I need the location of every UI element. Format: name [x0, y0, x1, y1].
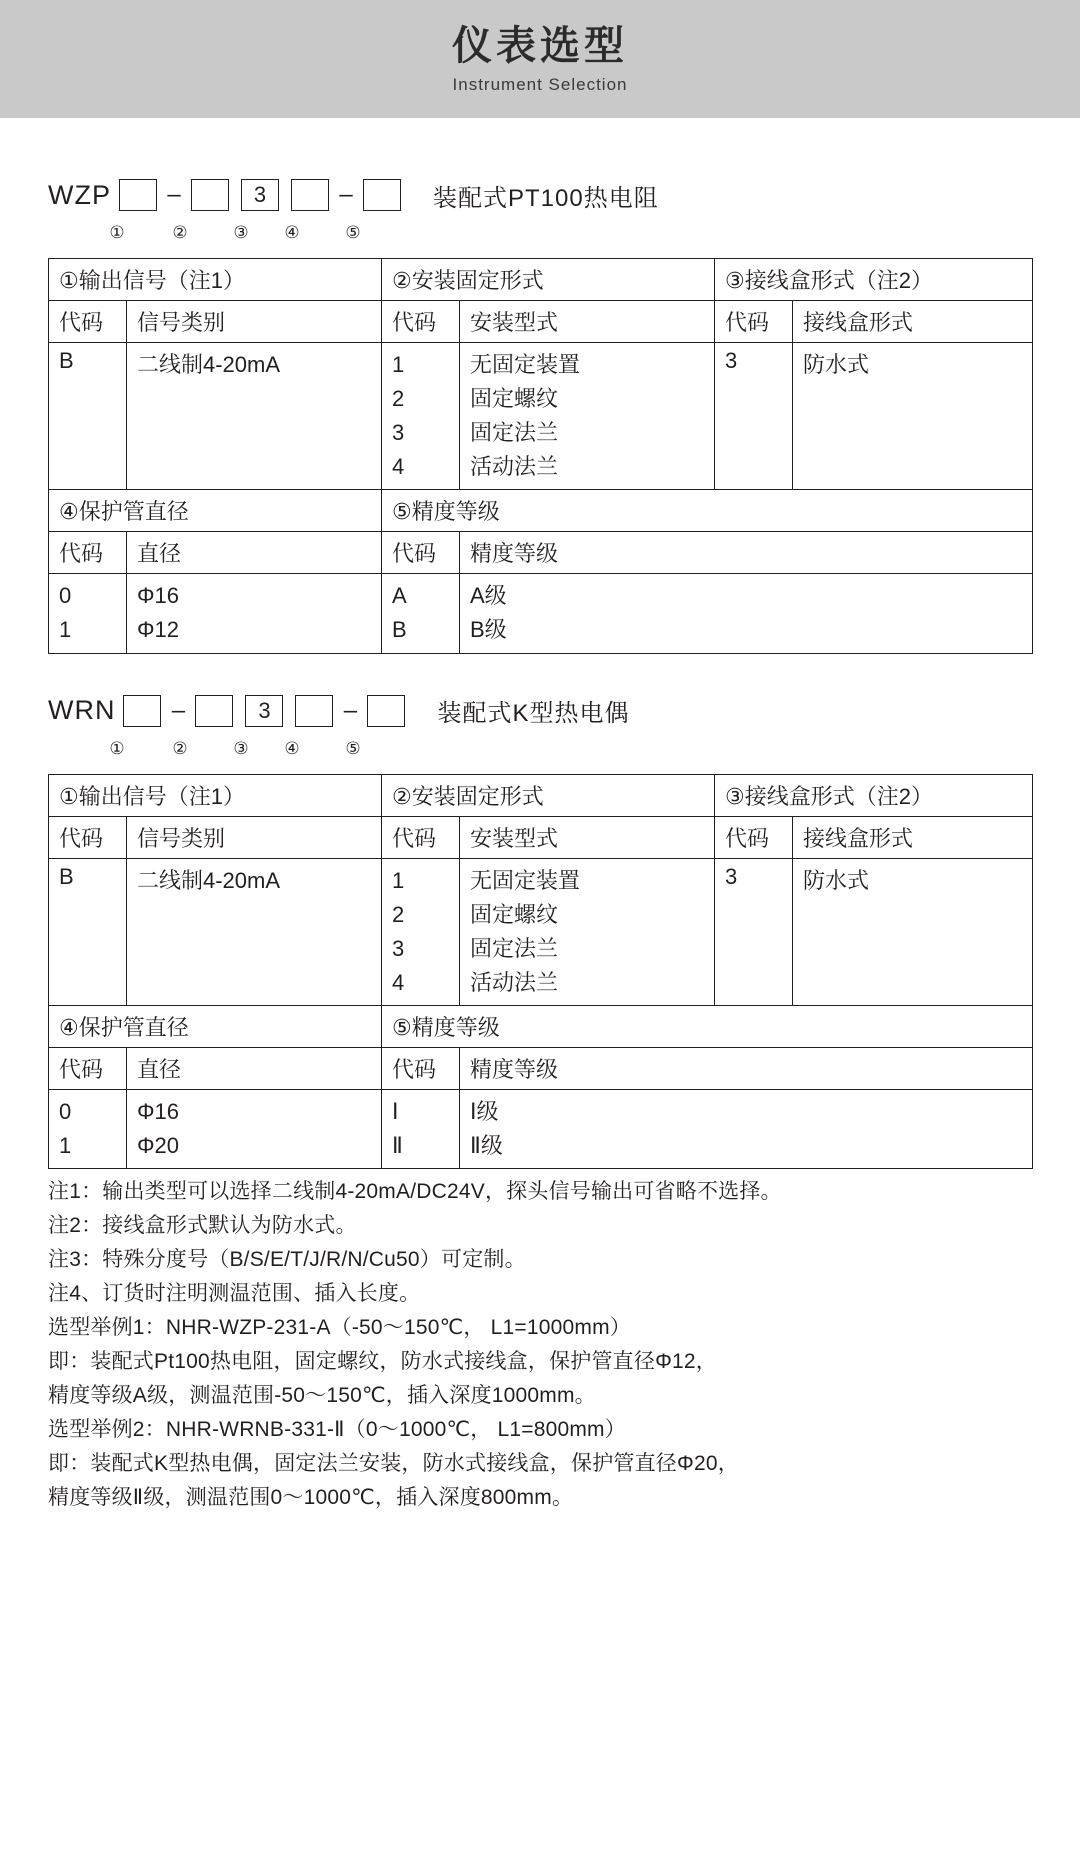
signal-value-2: 二线制4-20mA — [127, 858, 382, 1005]
marker-1: ① — [109, 223, 125, 242]
page-subtitle: Instrument Selection — [452, 75, 628, 94]
table-row-values-top — [49, 343, 1033, 490]
accuracy-value-2: B级 — [470, 617, 507, 643]
diameter-codes — [49, 574, 127, 653]
note-line: 注2：接线盒形式默认为防水式。 — [48, 1214, 357, 1238]
code-dash-1-2: – — [171, 696, 186, 724]
marker-3: ③ — [233, 223, 249, 242]
note-line: 即：装配式Pt100热电阻，固定螺纹，防水式接线盒，保护管直径Φ12， — [48, 1350, 717, 1374]
note-line: 即：装配式K型热电偶，固定法兰安装，防水式接线盒，保护管直径Φ20， — [48, 1452, 739, 1476]
header-box-type: 接线盒形式 — [793, 301, 1033, 343]
header-accuracy: 精度等级 — [460, 532, 1033, 574]
marker-4-2: ④ — [284, 738, 300, 758]
model-description: 装配式PT100热电阻 — [433, 184, 659, 212]
accuracy-value-1-2: Ⅰ级 — [470, 1098, 499, 1124]
accuracy-values — [460, 574, 1033, 653]
header-code-1-2: 代码 — [49, 816, 127, 858]
marker-2: ② — [172, 223, 188, 242]
table-row-headers-bottom — [49, 532, 1033, 574]
mount-code-4-2: 4 — [392, 969, 405, 995]
header-code-3: 代码 — [715, 301, 793, 343]
table-row-groups-top — [49, 259, 1033, 301]
table-row-values-top-2 — [49, 858, 1033, 1005]
note-line: 精度等级Ⅱ级，测温范围0～1000℃，插入深度800mm。 — [48, 1486, 574, 1510]
page-title: 仪表选型 — [452, 24, 628, 68]
header-diameter: 直径 — [127, 532, 382, 574]
model-prefix: WZP — [48, 179, 111, 210]
header-diameter-2: 直径 — [127, 1047, 382, 1089]
header-code-1: 代码 — [49, 301, 127, 343]
note-line: 选型举例1：NHR-WZP-231-A（-50～150℃， L1=1000mm） — [48, 1316, 631, 1340]
marker-2-2: ② — [172, 738, 188, 758]
mount-value-1: 无固定装置 — [470, 352, 581, 377]
model-prefix-2: WRN — [48, 695, 116, 726]
diameter-values — [127, 574, 382, 653]
model-code-row-wrn — [48, 688, 1032, 734]
note-line: 注1：输出类型可以选择二线制4-20mA/DC24V，探头信号输出可省略不选择。 — [48, 1180, 782, 1204]
table-row-groups-bottom-2 — [49, 1005, 1033, 1047]
table-row-headers-bottom-2 — [49, 1047, 1033, 1089]
signal-value: 二线制4-20mA — [127, 343, 382, 490]
diameter-codes-2 — [49, 1089, 127, 1168]
group-accuracy-2: ⑤精度等级 — [382, 1005, 1033, 1047]
group-mounting: ②安装固定形式 — [382, 259, 715, 301]
diameter-code-1-2: 0 — [59, 1098, 72, 1124]
mount-value-3-2: 固定法兰 — [470, 935, 559, 961]
note-line: 选型举例2：NHR-WRNB-331-Ⅱ（0～1000℃， L1=800mm） — [48, 1418, 626, 1442]
header-code-4-2: 代码 — [49, 1047, 127, 1089]
mount-code-3-2: 3 — [392, 935, 405, 961]
marker-3-2: ③ — [233, 738, 249, 758]
code-dash-2-2: – — [343, 696, 358, 724]
accuracy-code-2: B — [392, 617, 407, 643]
code-box-1-2[interactable] — [123, 695, 161, 727]
accuracy-values-2 — [460, 1089, 1033, 1168]
mount-code-3: 3 — [392, 420, 405, 446]
group-mounting-2: ②安装固定形式 — [382, 774, 715, 816]
mount-value-1-2: 无固定装置 — [470, 867, 581, 893]
header-code-3-2: 代码 — [715, 816, 793, 858]
group-output-signal: ①输出信号（注1） — [49, 259, 382, 301]
table-row-values-bottom — [49, 574, 1033, 653]
junction-value-2: 防水式 — [793, 858, 1033, 1005]
header-signal-type-2: 信号类别 — [127, 816, 382, 858]
mount-code-2: 2 — [392, 386, 405, 412]
mount-value-4-2: 活动法兰 — [470, 969, 559, 995]
group-protect-diameter: ④保护管直径 — [49, 490, 382, 532]
marker-row-wrn — [48, 734, 1032, 764]
note-line: 精度等级A级，测温范围-50～150℃，插入深度1000mm。 — [48, 1384, 596, 1408]
junction-value: 防水式 — [793, 343, 1033, 490]
diameter-value-2: Φ12 — [137, 617, 180, 643]
table-row-values-bottom-2 — [49, 1089, 1033, 1168]
code-box-2-2[interactable] — [195, 695, 233, 727]
table-row-groups-top-2 — [49, 774, 1033, 816]
mount-value-2-2: 固定螺纹 — [470, 901, 559, 927]
marker-5-2: ⑤ — [345, 738, 361, 758]
signal-code: B — [49, 343, 127, 490]
accuracy-value-2-2: Ⅱ级 — [470, 1133, 503, 1159]
accuracy-value-1: A级 — [470, 583, 507, 609]
mount-value-4: 活动法兰 — [470, 454, 559, 480]
accuracy-code-2-2: Ⅱ — [392, 1133, 403, 1159]
group-output-signal-2: ①输出信号（注1） — [49, 774, 382, 816]
marker-4: ④ — [284, 223, 300, 242]
code-box-4-2[interactable] — [295, 695, 333, 727]
mount-code-1: 1 — [392, 352, 405, 377]
table-row-groups-bottom — [49, 490, 1033, 532]
page-header — [0, 0, 1080, 118]
selection-table-wrn — [48, 774, 1033, 1170]
header-signal-type: 信号类别 — [127, 301, 382, 343]
header-mount-type: 安装型式 — [460, 301, 715, 343]
header-code-4: 代码 — [49, 532, 127, 574]
header-code-2: 代码 — [382, 301, 460, 343]
content-area — [0, 118, 1080, 1535]
header-code-5-2: 代码 — [382, 1047, 460, 1089]
notes-section — [48, 1175, 1032, 1515]
diameter-code-2-2: 1 — [59, 1133, 72, 1159]
mount-code-2-2: 2 — [392, 901, 405, 927]
diameter-value-1: Φ16 — [137, 583, 180, 609]
code-box-4[interactable] — [291, 179, 329, 211]
diameter-values-2 — [127, 1089, 382, 1168]
selection-block-wrn — [48, 688, 1032, 1170]
group-protect-diameter-2: ④保护管直径 — [49, 1005, 382, 1047]
mount-value-2: 固定螺纹 — [470, 386, 559, 412]
marker-row-wzp — [48, 218, 1032, 248]
code-dash-1: – — [167, 181, 181, 208]
code-box-5[interactable] — [363, 179, 401, 211]
mount-codes — [382, 343, 460, 490]
accuracy-code-1-2: Ⅰ — [392, 1098, 399, 1124]
group-junction-box: ③接线盒形式（注2） — [715, 259, 1033, 301]
selection-table-wzp — [48, 258, 1033, 654]
diameter-value-2-2: Φ20 — [137, 1133, 180, 1159]
mount-codes-2 — [382, 858, 460, 1005]
model-description-2: 装配式K型热电偶 — [437, 700, 630, 728]
header-accuracy-2: 精度等级 — [460, 1047, 1033, 1089]
diameter-code-2: 1 — [59, 617, 72, 643]
diameter-code-1: 0 — [59, 583, 72, 609]
group-accuracy: ⑤精度等级 — [382, 490, 1033, 532]
note-line: 注3：特殊分度号（B/S/E/T/J/R/N/Cu50）可定制。 — [48, 1248, 526, 1272]
mount-code-4: 4 — [392, 454, 405, 480]
note-line: 注4、订货时注明测温范围、插入长度。 — [48, 1282, 421, 1306]
marker-5: ⑤ — [345, 223, 361, 242]
header-code-5: 代码 — [382, 532, 460, 574]
accuracy-codes — [382, 574, 460, 653]
code-box-2[interactable] — [191, 179, 229, 211]
header-mount-type-2: 安装型式 — [460, 816, 715, 858]
group-junction-box-2: ③接线盒形式（注2） — [715, 774, 1033, 816]
model-code-row-wzp — [48, 172, 1032, 218]
table-row-headers-top — [49, 301, 1033, 343]
header-code-2-2: 代码 — [382, 816, 460, 858]
marker-1-2: ① — [109, 738, 125, 758]
header-box-type-2: 接线盒形式 — [793, 816, 1033, 858]
code-box-3-2[interactable]: 3 — [245, 695, 283, 727]
accuracy-code-1: A — [392, 583, 407, 609]
code-box-1[interactable] — [119, 179, 157, 211]
code-dash-2: – — [339, 181, 353, 208]
table-row-headers-top-2 — [49, 816, 1033, 858]
mount-values-2 — [460, 858, 715, 1005]
junction-code: 3 — [715, 343, 793, 490]
mount-values — [460, 343, 715, 490]
mount-value-3: 固定法兰 — [470, 420, 559, 446]
accuracy-codes-2 — [382, 1089, 460, 1168]
code-box-3[interactable]: 3 — [241, 179, 279, 211]
code-box-5-2[interactable] — [367, 695, 405, 727]
signal-code-2: B — [49, 858, 127, 1005]
junction-code-2: 3 — [715, 858, 793, 1005]
diameter-value-1-2: Φ16 — [137, 1098, 180, 1124]
mount-code-1-2: 1 — [392, 867, 405, 893]
selection-block-wzp — [48, 172, 1032, 654]
